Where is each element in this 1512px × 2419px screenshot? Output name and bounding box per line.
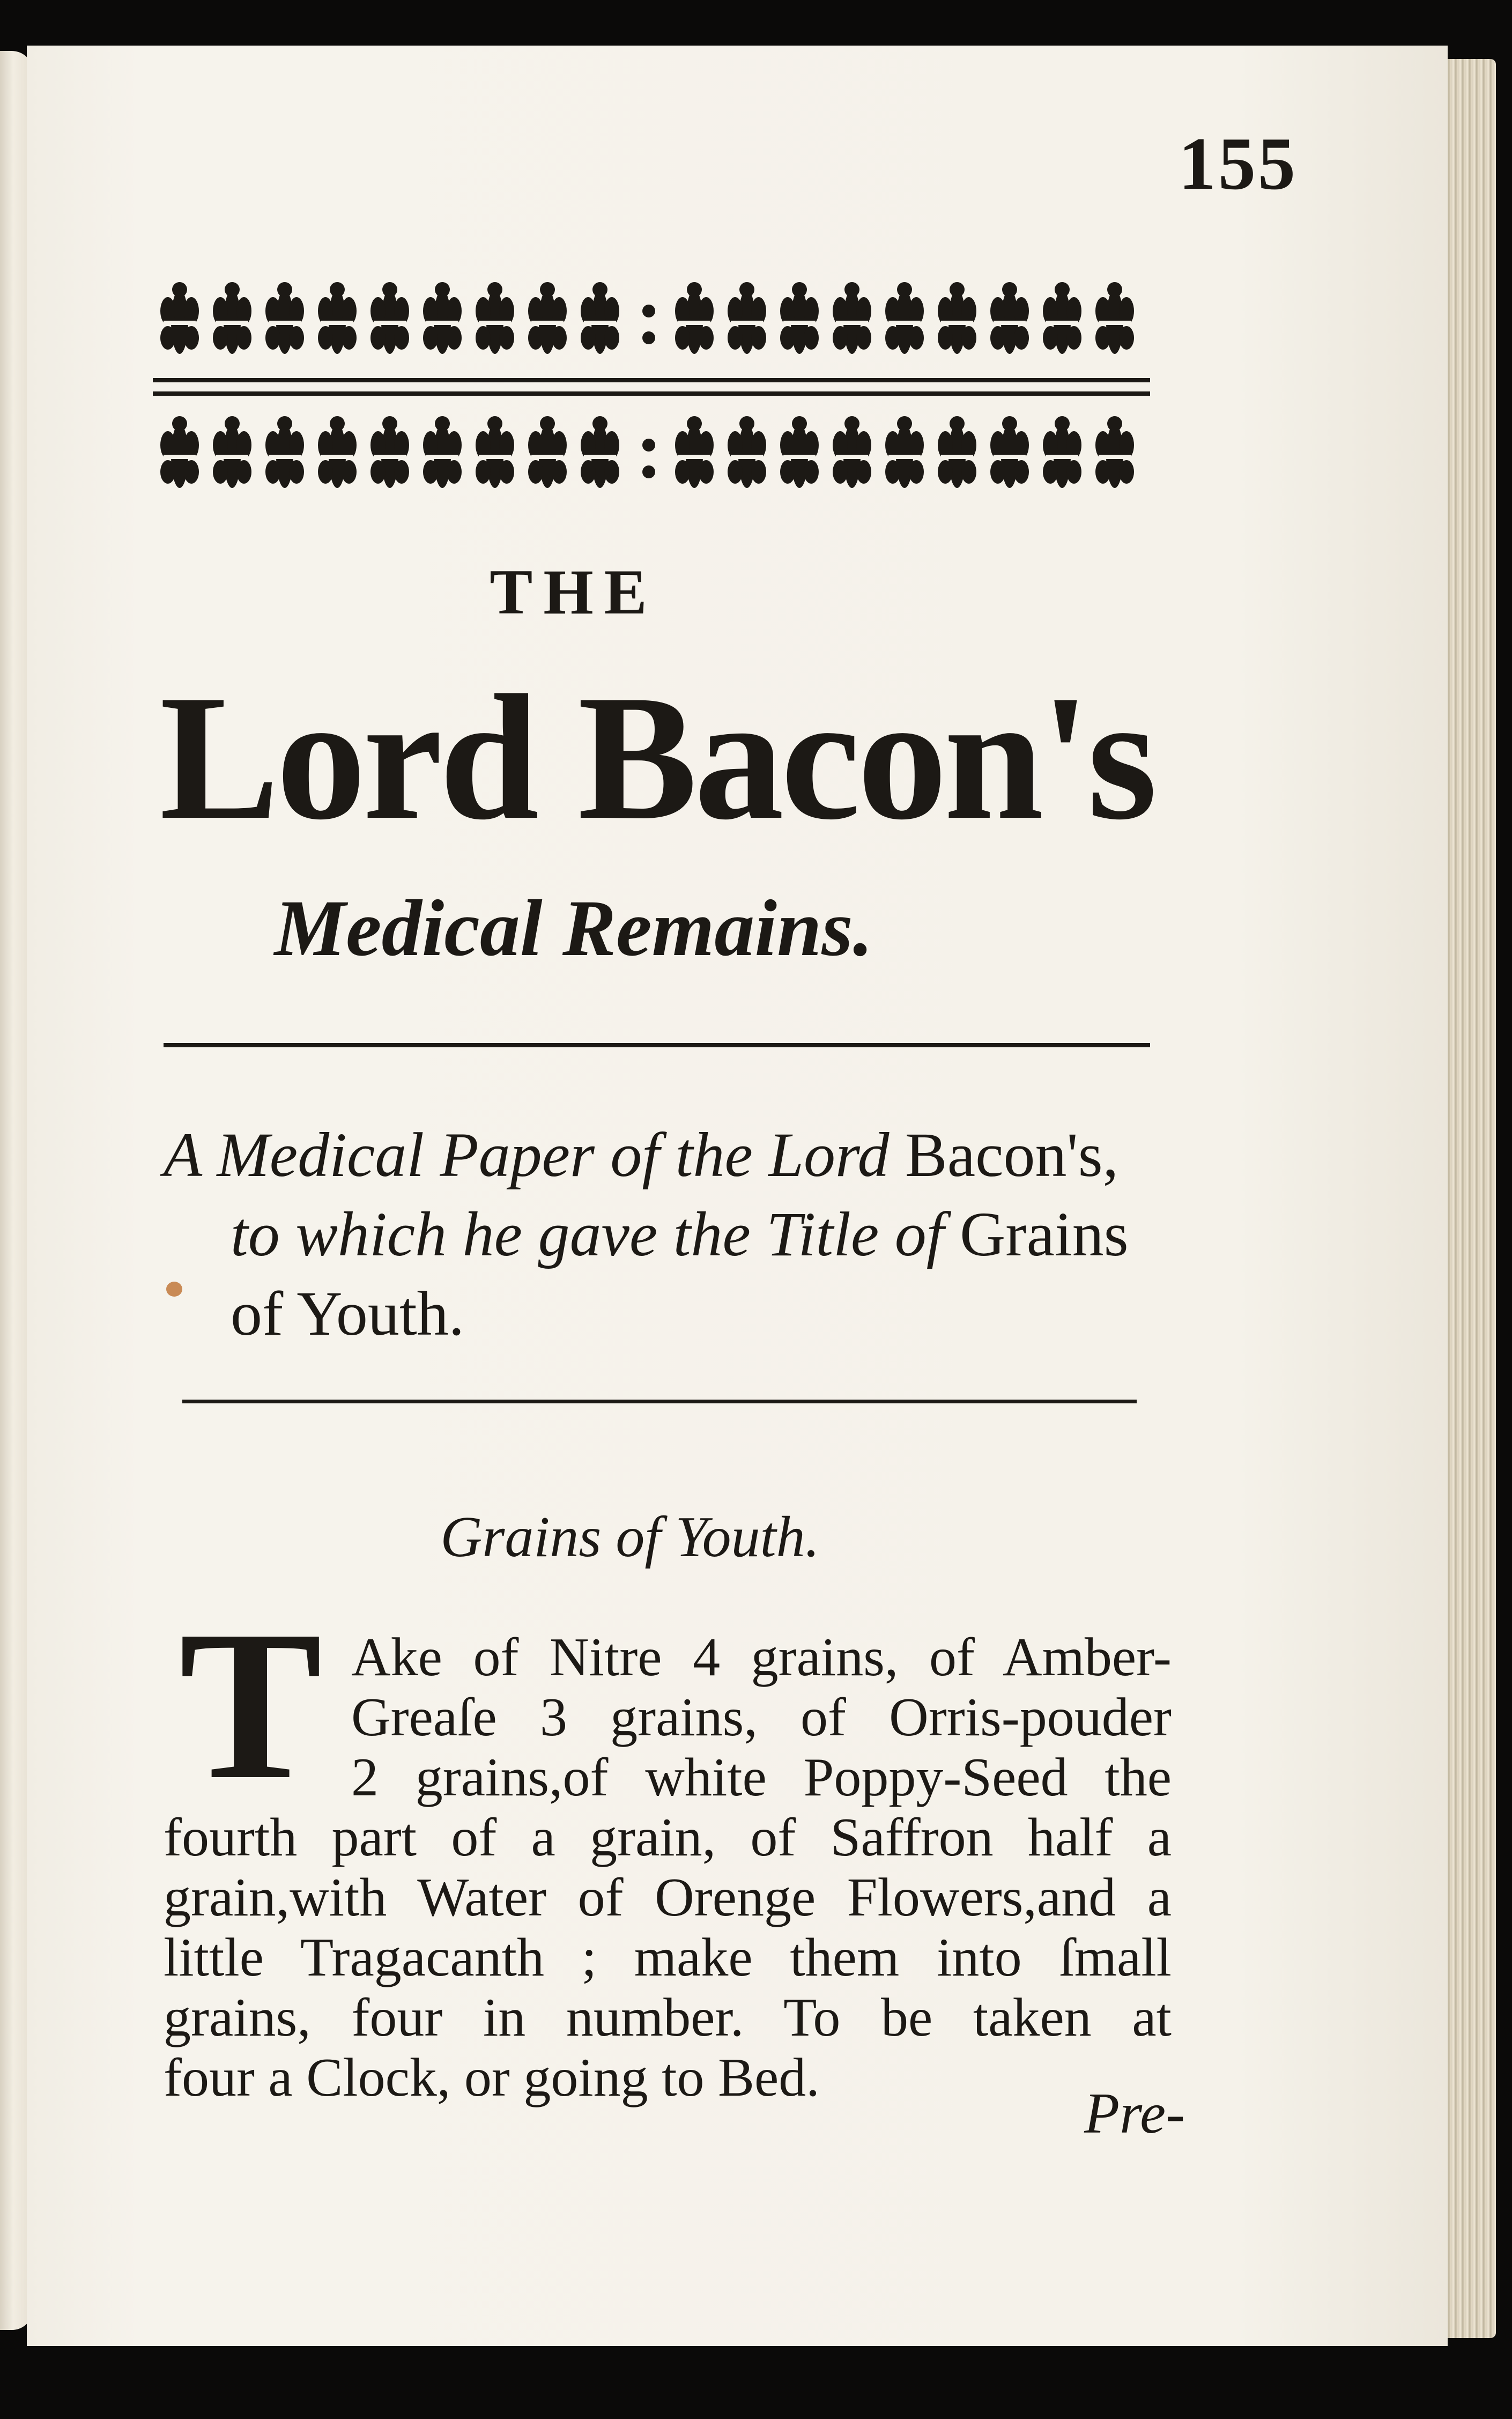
- page-title: Lord Bacon's: [159, 658, 1154, 857]
- title-header: THE: [490, 556, 658, 627]
- paper-title: [164, 1115, 1172, 1353]
- drop-cap: T: [179, 1586, 322, 1824]
- paper-title-line: to which he gave the Title of Grains: [231, 1199, 1129, 1269]
- ornament-band-bottom: [153, 402, 1150, 509]
- body-text: [164, 1628, 1172, 2108]
- body-line: little Tragacanth ; make them into ſmall: [164, 1927, 1172, 1988]
- ornament-band-top: [153, 268, 1150, 375]
- body-line: grain,with Water of Orenge Flowers,and a: [164, 1867, 1172, 1928]
- ornament-rule-upper: [153, 378, 1150, 382]
- page-subtitle: Medical Remains.: [274, 884, 873, 973]
- catchword: Pre-: [1084, 2082, 1185, 2146]
- body-line: 2 grains,of white Poppy-Seed the: [351, 1747, 1172, 1808]
- book-page: [27, 46, 1448, 2346]
- body-line: Greaſe 3 grains, of Orris-pouder: [351, 1687, 1172, 1748]
- body-line: grains, four in number. To be taken at: [164, 1987, 1172, 2048]
- body-line: fourth part of a grain, of Saffron half a: [164, 1807, 1172, 1868]
- body-line: four a Clock, or going to Bed.: [164, 2047, 820, 2108]
- ink-stain: [166, 1282, 182, 1297]
- ornament-rule-lower: [153, 391, 1150, 396]
- paper-title-line: of Youth.: [231, 1278, 465, 1349]
- section-heading: Grains of Youth.: [440, 1505, 820, 1569]
- body-line: Ake of Nitre 4 grains, of Amber-: [351, 1627, 1172, 1688]
- paper-title-line: A Medical Paper of the Lord Bacon's,: [164, 1120, 1119, 1190]
- section-rule-upper: [164, 1043, 1150, 1047]
- section-rule-lower: [182, 1400, 1137, 1403]
- page-number: 155: [1179, 122, 1298, 205]
